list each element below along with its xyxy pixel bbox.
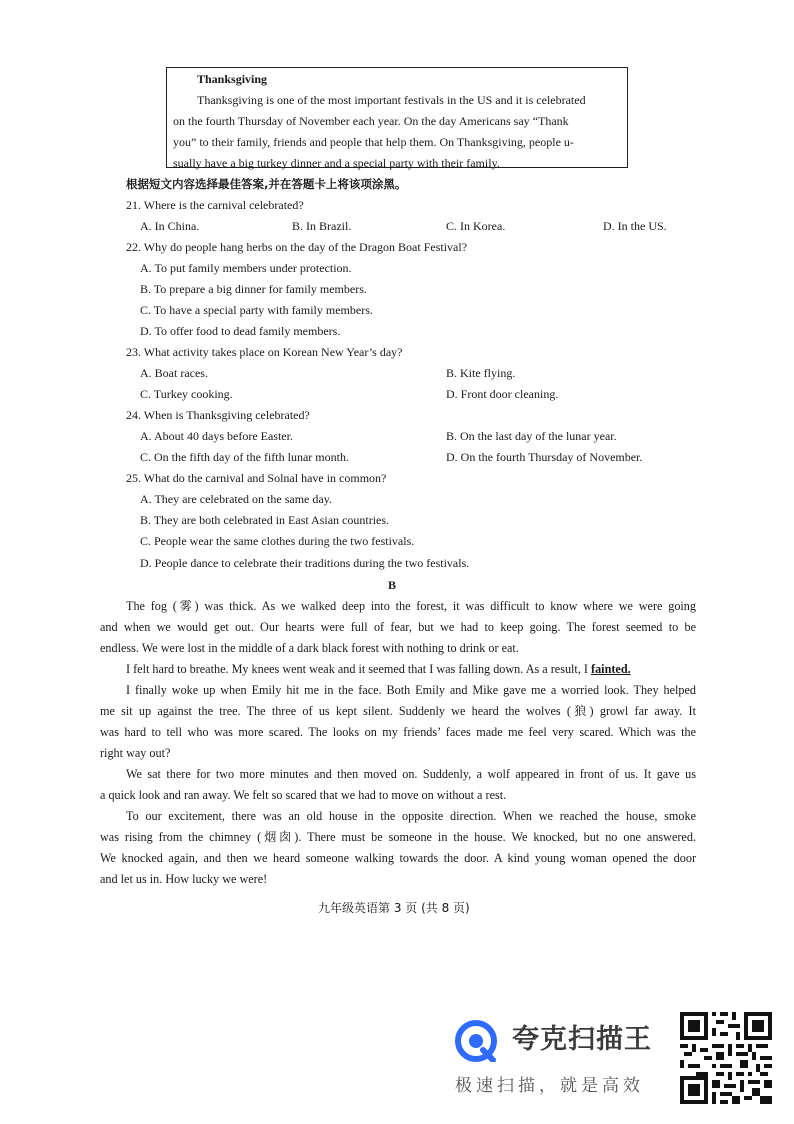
passage-line: sually have a big turkey dinner and a special party with their family. bbox=[173, 156, 500, 170]
passage-b-line: a quick look and ran away. We felt so scared that we had to move on without a rest. bbox=[100, 788, 507, 802]
question-25: 25. What do the carnival and Solnal have in common? bbox=[126, 471, 387, 485]
watermark-slogan: 极速扫描，就是高效 bbox=[455, 1076, 644, 1096]
option-22b: B. To prepare a big dinner for family members. bbox=[140, 282, 367, 296]
option-22a: A. To put family members under protection. bbox=[140, 261, 352, 275]
passage-b-line: I finally woke up when Emily hit me in the face. Both Emily and Mike gave me a worried look. They helped bbox=[126, 683, 696, 697]
question-21: 21. Where is the carnival celebrated? bbox=[126, 198, 304, 212]
passage-b-line: To our excitement, there was an old house in the opposite direction. When we reached the house, smoke bbox=[126, 809, 696, 823]
option-21d: D. In the US. bbox=[603, 219, 667, 233]
passage-b-line: was rising from the chimney (烟囱). There must be someone in the house. We knocked, but no one answered. bbox=[100, 830, 696, 844]
passage-line: on the fourth Thursday of November each year. On the day Americans say “Thank bbox=[173, 114, 569, 128]
option-23a: A. Boat races. bbox=[140, 366, 208, 380]
option-24c: C. On the fifth day of the fifth lunar month. bbox=[140, 450, 349, 464]
option-23d: D. Front door cleaning. bbox=[446, 387, 559, 401]
option-21b: B. In Brazil. bbox=[292, 219, 352, 233]
question-24: 24. When is Thanksgiving celebrated? bbox=[126, 408, 310, 422]
passage-line: you” to their family, friends and people that help them. On Thanksgiving, people u- bbox=[173, 135, 574, 149]
fainted-underlined-word: fainted. bbox=[591, 662, 631, 676]
option-25a: A. They are celebrated on the same day. bbox=[140, 492, 332, 506]
option-22d: D. To offer food to dead family members. bbox=[140, 324, 341, 338]
question-22: 22. Why do people hang herbs on the day of the Dragon Boat Festival? bbox=[126, 240, 468, 254]
option-25d: D. People dance to celebrate their traditions during the two festivals. bbox=[140, 556, 470, 570]
option-23c: C. Turkey cooking. bbox=[140, 387, 233, 401]
passage-b-line: We sat there for two more minutes and then moved on. Suddenly, a wolf appeared in front of us. It gave us bbox=[126, 767, 696, 781]
qr-code-icon bbox=[680, 1012, 772, 1104]
page-footer: 九年级英语第 3 页 (共 8 页) bbox=[318, 901, 470, 915]
section-b-heading: B bbox=[388, 578, 397, 592]
option-23b: B. Kite flying. bbox=[446, 366, 516, 380]
quark-logo-icon bbox=[455, 1020, 497, 1062]
option-24a: A. About 40 days before Easter. bbox=[140, 429, 293, 443]
passage-title: Thanksgiving bbox=[197, 72, 268, 86]
passage-b-line: was hard to tell who was more scared. The looks on my friends’ faces made me feel very scared. Which was the bbox=[100, 725, 696, 739]
option-25b: B. They are both celebrated in East Asian countries. bbox=[140, 513, 390, 527]
thanksgiving-passage-box bbox=[166, 67, 628, 168]
instruction: 根据短文内容选择最佳答案,并在答题卡上将该项涂黑。 bbox=[126, 177, 407, 191]
passage-b-line: We knocked again, and then we heard someone walking towards the door. A kind young woman opened the door bbox=[100, 851, 696, 865]
passage-b-line: I felt hard to breathe. My knees went weak and it seemed that I was falling down. As a result, I fainted. bbox=[126, 662, 631, 676]
passage-b-line: endless. We were lost in the middle of a dark black forest with nothing to drink or eat. bbox=[100, 641, 519, 655]
watermark-name: 夸克扫描王 bbox=[512, 1024, 652, 1055]
option-25c: C. People wear the same clothes during the two festivals. bbox=[140, 534, 415, 548]
option-22c: C. To have a special party with family members. bbox=[140, 303, 373, 317]
passage-line: Thanksgiving is one of the most important festivals in the US and it is celebrated bbox=[197, 93, 586, 107]
section-b-passage bbox=[100, 596, 696, 890]
passage-b-line: me sit up against the tree. The three of us kept silent. Suddenly we heard the wolves (狼) growl far away. It bbox=[100, 704, 696, 718]
option-24b: B. On the last day of the lunar year. bbox=[446, 429, 617, 443]
option-21c: C. In Korea. bbox=[446, 219, 506, 233]
passage-b-line: and when we would get out. Our hearts were full of fear, but we had to keep going. The forest seemed to be bbox=[100, 620, 696, 634]
passage-b-line: right way out? bbox=[100, 746, 171, 760]
question-23: 23. What activity takes place on Korean New Year’s day? bbox=[126, 345, 403, 359]
option-21a: A. In China. bbox=[140, 219, 200, 233]
passage-b-line: and let us in. How lucky we were! bbox=[100, 872, 268, 886]
passage-b-line: The fog (雾) was thick. As we walked deep into the forest, it was difficult to know where we were going bbox=[126, 599, 696, 613]
option-24d: D. On the fourth Thursday of November. bbox=[446, 450, 643, 464]
